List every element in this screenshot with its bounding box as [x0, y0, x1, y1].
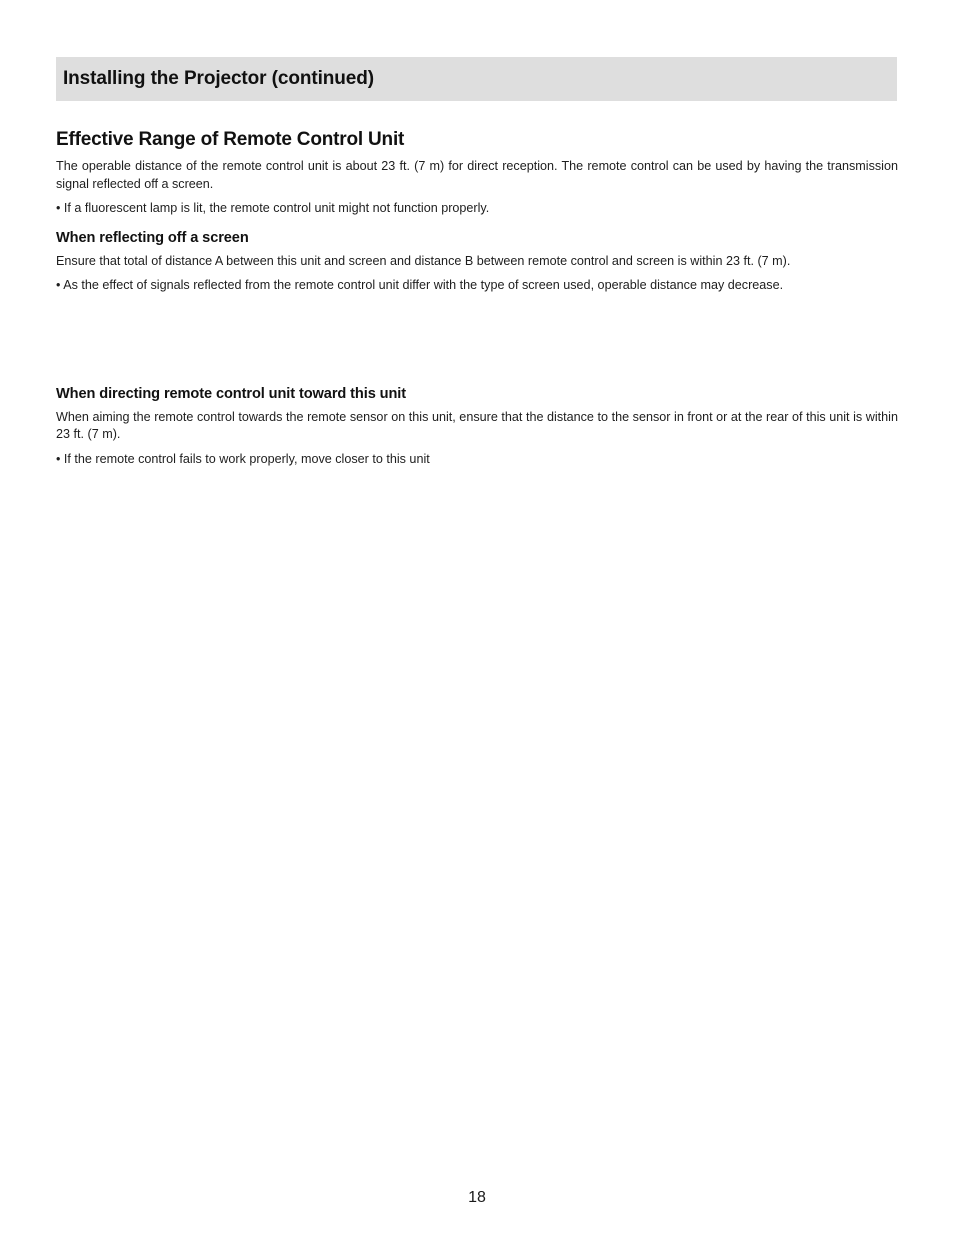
reflecting-subtitle: When reflecting off a screen [56, 229, 249, 246]
fluorescent-note: • If a fluorescent lamp is lit, the remote control unit might not function properly. [56, 201, 490, 215]
intro-paragraph: The operable distance of the remote control unit is about 23 ft. (7 m) for direct reception. The remote control can be used by having the transmission signal reflected off a screen. [56, 159, 898, 191]
main-content [56, 126, 898, 468]
page-number: 18 [468, 1189, 486, 1206]
page-header-bar [56, 57, 897, 101]
reflecting-paragraph: Ensure that total of distance A between this unit and screen and distance B between remote control and screen is within 23 ft. (7 m). [56, 253, 791, 268]
figure-spacer [56, 295, 898, 374]
reflecting-note: • As the effect of signals reflected from the remote control unit differ with the type of screen used, operable distance may decrease. [56, 278, 784, 292]
directing-paragraph: When aiming the remote control towards the remote sensor on this unit, ensure that the distance to the sensor in front or at the rear of this unit is within 23 ft. (7 m). [56, 409, 898, 441]
directing-subtitle: When directing remote control unit toward this unit [56, 385, 407, 402]
section-title: Effective Range of Remote Control Unit [56, 129, 405, 150]
page-header-title: Installing the Projector (continued) [63, 68, 374, 89]
directing-note: • If the remote control fails to work properly, move closer to this unit [56, 451, 430, 466]
